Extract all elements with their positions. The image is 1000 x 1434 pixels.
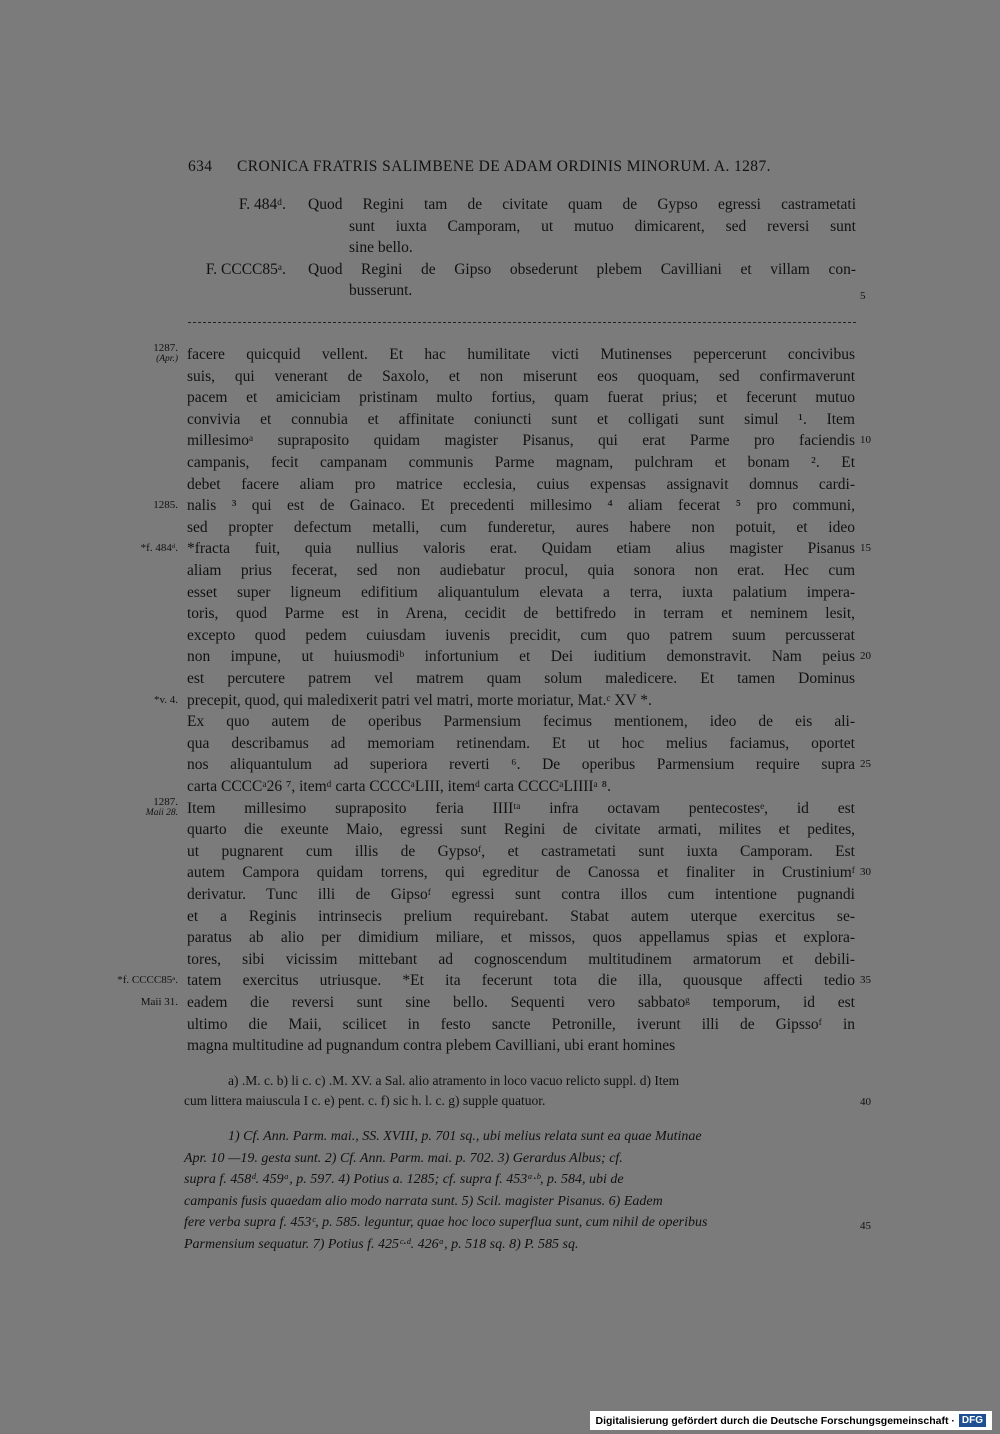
text-line: nalis ³ qui est de Gainaco. Et precedenti millesimo ⁴ aliam fecerat ⁵ pro communi,: [187, 497, 855, 515]
margin-note: [108, 975, 178, 986]
summary-label: F. CCCC85ᵃ.: [205, 260, 286, 278]
text-line: esset super ligneum edifitium aliquantulum elevata a terra, iuxta palatium impera-: [187, 583, 855, 601]
margin-note-text: 1287.: [153, 795, 178, 808]
text-line: pacem et amiciciam pristinam multo fortius, quam fuerat prius; et fecerunt mutuo: [187, 389, 855, 407]
line-number: 5: [860, 290, 866, 302]
line-number: 45: [860, 1220, 871, 1232]
line-number: 25: [860, 758, 871, 771]
text-line: facere quicquid vellent. Et hac humilitate victi Mutinenses pepercerunt concivibus: [187, 346, 855, 363]
text-line: aliam prius fecerat, sed non audiebatur procul, quia sonora non erat. Hec cum: [187, 562, 855, 579]
margin-note-text: *v. 4.: [153, 693, 178, 706]
text-line: autem Campora quidam torrens, qui egreditur de Canossa et finaliter in Crustiniumᶠ: [187, 864, 855, 882]
line-number: 20: [860, 650, 871, 663]
margin-note-text: 1287.: [153, 342, 178, 354]
variant-line: a) .M. c. b) li c. c) .M. XV. a Sal. alio atramento in loco vacuo relicto suppl. d) Item: [228, 1073, 680, 1088]
line-number: 15: [860, 542, 871, 555]
line-number: 10: [860, 434, 871, 447]
line-number: 40: [860, 1096, 871, 1108]
text-line: convivia et connubia et affinitate coniuncti sunt et colligati sunt simul ¹. Item: [187, 410, 855, 428]
margin-note-text: 1285.: [153, 499, 178, 512]
dfg-credit-bar[interactable]: [590, 1411, 993, 1430]
footnote-line: supra f. 458ᵈ. 459ᵃ, p. 597. 4) Potius a. 1285; cf. supra f. 453ᵃ·ᵇ, p. 584, ubi de: [184, 1172, 624, 1187]
footnote-line: campanis fusis quaedam alio modo narrata sunt. 5) Scil. magister Pisanus. 6) Eadem: [184, 1193, 663, 1209]
text-line: paratus ab alio per dimidium miliare, et missos, quos appellamus spias et explora-: [187, 929, 855, 947]
text-line: nos aliquantulum ad superiora reverti ⁶. De operibus Parmensium require supra: [187, 756, 855, 774]
summary-line: Quod Regini tam de civitate quam de Gypso egressi castrametati: [308, 196, 856, 213]
text-line: suis, qui venerant de Saxolo, et non miserunt eos quoquam, sed confirmaverunt: [187, 367, 855, 385]
text-line: millesimoᵃ supraposito quidam magister Pisanus, qui erat Parme pro faciendis: [187, 432, 855, 450]
text-line: ut pugnarent cum illis de Gypsoᶠ, et castrametati sunt iuxta Camporam. Est: [187, 842, 855, 860]
text-line: non impune, ut huiusmodiᵇ infortunium et Dei iuditium demonstravit. Nam peius: [187, 648, 855, 666]
running-header: [188, 158, 771, 176]
text-line: excepto quod pedem cuiusdam iuvenis precidit, cum quo patrem suum percusserat: [187, 626, 855, 644]
margin-note: [108, 695, 178, 706]
text-line: et a Reginis intrinsecis prelium requirebant. Stabat autem uterque exercitus se-: [187, 907, 855, 925]
text-line: qua describamus ad memoriam retinendam. Et ut hoc melius faciamus, oportet: [187, 734, 855, 752]
text-line: tores, sibi vicissim mittebant ad cognoscendum multitudinem armatorum et debili-: [187, 950, 855, 968]
summary-label: F. 484ᵈ.: [238, 196, 286, 213]
footnote-line: Parmensium sequatur. 7) Potius f. 425ᶜ·ᵈ. 426ᵃ, p. 518 sq. 8) P. 585 sq.: [184, 1236, 579, 1252]
text-line: Item millesimo supraposito feria IIIIᵗᵃ infra octavam pentecostesᵉ, id est: [187, 799, 855, 817]
text-line: precepit, quod, qui maledixerit patri vel matri, morte moriatur, Mat.ᶜ XV *.: [187, 691, 652, 709]
text-line: eadem die reversi sunt sine bello. Sequenti vero sabbatoᵍ temporum, id est: [187, 994, 855, 1011]
margin-note: [108, 500, 178, 511]
text-line: quarto die exeunte Maio, egressi sunt Regini de civitate armati, milites et pedites,: [187, 821, 855, 839]
page-number: 634: [188, 158, 213, 175]
summary-line: Quod Regini de Gipso obsederunt plebem Cavilliani et villam con-: [308, 260, 856, 278]
text-line: toris, quod Parme est in Arena, cecidit de bettifredo in terram et neminem lesit,: [187, 605, 855, 623]
text-line: Ex quo autem de operibus Parmensium fecimus mentionem, ideo de eis ali-: [187, 713, 855, 731]
margin-note: [108, 997, 178, 1008]
margin-note-date: (Apr.): [156, 354, 178, 364]
text-line: sed propter defectum metalli, cum funderetur, aures habere non potuit, et ideo: [187, 518, 855, 536]
margin-note-date: Maii 28.: [145, 807, 178, 818]
summary-line: sunt iuxta Camporam, ut mutuo dimicarent, sed reversi sunt: [349, 217, 856, 235]
margin-note-text: *f. 484ᵈ.: [140, 542, 178, 555]
text-line: carta CCCCᵃ26 ⁷, itemᵈ carta CCCCᵃLIII, itemᵈ carta CCCCᵃLIIIIᵃ ⁸.: [187, 778, 611, 795]
text-line: est percutere patrem vel matrem quam solum maledicere. Et tamen Dominus: [187, 670, 855, 687]
summary-line: busserunt.: [349, 282, 413, 299]
text-line: debet facere aliam pro matrice ecclesia, cuius expensas assignavit domnus cardi-: [187, 475, 855, 493]
summary-line: sine bello.: [349, 239, 413, 256]
text-line: ultimo die Maii, scilicet in festo sancte Petronille, iverunt illi de Gipssoᶠ in: [187, 1015, 855, 1033]
margin-note: [108, 343, 178, 365]
text-line: derivatur. Tunc illi de Gipsoᶠ egressi sunt contra illos cum intentione pugnandi: [187, 886, 855, 903]
separator-rule: [188, 322, 856, 323]
margin-note: [108, 543, 178, 554]
text-line: tatem exercitus utriusque. *Et ita fecerunt tota die illa, quousque affecti tedio: [187, 972, 855, 990]
line-number: 30: [860, 866, 871, 879]
footnote-line: fere verba supra f. 453ᶜ, p. 585. leguntur, quae hoc loco superflua sunt, cum nihil de operibus: [184, 1215, 708, 1230]
text-line: campanis, fecit campanam communis Parme magnam, pulchram et bonam ². Et: [187, 454, 855, 471]
line-number: 35: [860, 974, 871, 987]
credit-text: Digitalisierung gefördert durch die Deutsche Forschungsgemeinschaft ·: [595, 1414, 955, 1427]
margin-note: [108, 797, 178, 819]
variant-line: cum littera maiuscula I c. e) pent. c. f) sic h. l. c. g) supple quatuor.: [184, 1092, 546, 1108]
dfg-logo-icon: DFG: [959, 1414, 986, 1427]
margin-note-text: Maii 31.: [140, 996, 178, 1008]
text-line: magna multitudine ad pugnandum contra plebem Cavilliani, ubi erant homines: [187, 1037, 676, 1055]
footnote-line: 1) Cf. Ann. Parm. mai., SS. XVIII, p. 701 sq., ubi melius relata sunt ea quae Mutinae: [228, 1129, 702, 1144]
margin-note-text: *f. CCCC85ᵃ.: [117, 974, 178, 987]
text-line: *fracta fuit, quia nullius valoris erat. Quidam etiam alius magister Pisanus: [187, 540, 855, 558]
footnote-line: Apr. 10 —19. gesta sunt. 2) Cf. Ann. Parm. mai. p. 702. 3) Gerardus Albus; cf.: [184, 1150, 623, 1166]
header-title: CRONICA FRATRIS SALIMBENE DE ADAM ORDINIS MINORUM. A. 1287.: [237, 158, 771, 175]
